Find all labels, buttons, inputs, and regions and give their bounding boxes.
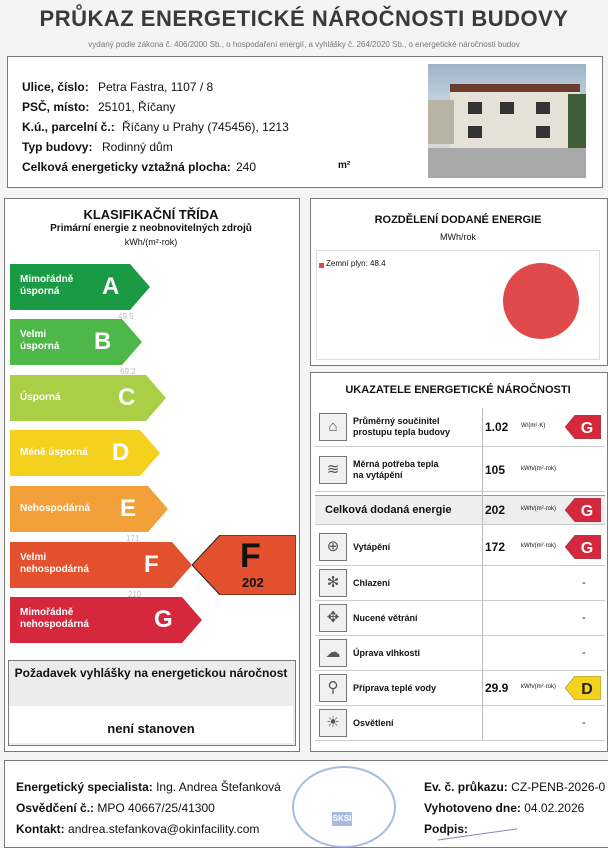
distribution-title: ROZDĚLENÍ DODANÉ ENERGIE (374, 214, 542, 226)
indicator-row (315, 671, 605, 706)
area-row (22, 160, 362, 174)
current-class-indicator (192, 535, 296, 600)
indicator-empty: - (582, 646, 586, 659)
distribution-unit: MWh/rok (440, 232, 476, 242)
indicator-empty: - (582, 716, 586, 729)
requirement-value: není stanoven (107, 721, 195, 736)
indicator-unit: kWh/(m²·rok) (521, 684, 556, 690)
ev-row (424, 780, 605, 794)
svg-text:G: G (580, 540, 594, 557)
class-label-g: Mimořádně nehospodárná (20, 607, 89, 630)
legend-swatch (319, 263, 324, 268)
class-threshold: 210 (128, 590, 142, 599)
sign-label: Podpis: (424, 822, 468, 836)
indicator-class-badge (565, 498, 601, 527)
indicator-class-badge (565, 415, 601, 444)
class-label-f: Velmi nehospodárná (20, 552, 89, 575)
indicator-label: Chlazení (353, 577, 391, 588)
street-label: Ulice, číslo: (22, 80, 89, 94)
indicator-label: Osvětlení (353, 717, 394, 728)
class-label-c: Úsporná (20, 392, 61, 403)
class-letter-b: B (94, 328, 112, 355)
area-unit: m² (338, 160, 351, 171)
area-value: 240 (236, 160, 257, 174)
indicator-row (315, 529, 605, 566)
class-letter-e: E (120, 495, 137, 522)
document-title: PRŮKAZ ENERGETICKÉ NÁROČNOSTI BUDOVY (39, 6, 569, 31)
indicator-unit: kWh/(m²·rok) (521, 466, 556, 472)
thermometer-icon: ⊕ (319, 533, 347, 561)
class-bar-a (10, 264, 150, 310)
class-label-a: Mimořádně úsporná (20, 274, 74, 297)
indicator-row (315, 566, 605, 601)
type-row (22, 140, 173, 154)
type-label: Typ budovy: (22, 140, 93, 154)
psc-value: 25101, Říčany (98, 100, 176, 114)
street-value: Petra Fastra, 1107 / 8 (98, 80, 214, 94)
street-row (22, 80, 214, 94)
building-photo (428, 64, 586, 178)
indicator-label: Nucené větrání (353, 612, 418, 623)
indicator-row (315, 636, 605, 671)
snowflake-icon: ✻ (319, 569, 347, 597)
indicator-empty: - (582, 576, 586, 589)
cert-value: MPO 40667/25/41300 (97, 801, 215, 815)
indicator-unit: W/(m²·K) (521, 423, 546, 429)
specialist-stamp: SKSI (292, 766, 396, 848)
class-letter-f: F (144, 551, 159, 578)
indicator-class-badge (565, 676, 601, 705)
area-label: Celková energeticky vztažná plocha: (22, 160, 231, 174)
specialist-value: Ing. Andrea Štefanková (156, 780, 281, 794)
indicator-class-badge (565, 535, 601, 564)
class-bar-d (10, 430, 160, 476)
class-label-d: Méně úsporná (20, 447, 88, 458)
bulb-icon: ☀ (319, 709, 347, 737)
indicator-column-divider (482, 408, 483, 740)
indicator-row (315, 408, 605, 447)
class-letter-d: D (112, 439, 130, 466)
ev-label: Ev. č. průkazu: (424, 780, 508, 794)
class-letter-g: G (154, 606, 173, 633)
ku-value: Říčany u Prahy (745456), 1213 (122, 120, 289, 134)
indicator-value: 172 (485, 540, 506, 554)
pie-slice-gas (503, 263, 579, 339)
current-class-value: 202 (242, 575, 264, 590)
indicator-label: Celková dodaná energie (325, 503, 452, 516)
indicator-value: 202 (485, 503, 506, 517)
indicator-label: Úprava vlhkosti (353, 647, 421, 658)
heat-icon: ≋ (319, 456, 347, 484)
indicator-row (315, 601, 605, 636)
sign-row (424, 822, 468, 836)
ku-label: K.ú., parcelní č.: (22, 120, 115, 134)
humidity-icon: ☁ (319, 639, 347, 667)
indicator-empty: - (582, 611, 586, 624)
class-bar-e (10, 486, 168, 532)
indicator-label: Průměrný součinitel prostupu tepla budovy (353, 416, 451, 437)
indicator-value: 105 (485, 463, 506, 477)
requirement-title: Požadavek vyhlášky na energetickou náročnost (14, 666, 288, 680)
cert-label: Osvědčení č.: (16, 801, 95, 815)
psc-row (22, 100, 176, 114)
indicator-unit: kWh/(m²·rok) (521, 506, 556, 512)
indicator-value: 29.9 (485, 681, 509, 695)
classification-subtitle: Primární energie z neobnovitelných zdrojů (50, 223, 252, 234)
tap-icon: ⚲ (319, 674, 347, 702)
class-label-b: Velmi úsporná (20, 329, 60, 352)
indicator-value: 1.02 (485, 420, 509, 434)
indicator-row (315, 706, 605, 741)
svg-text:D: D (581, 681, 593, 698)
contact-value: andrea.stefankova@okinfacility.com (68, 822, 260, 836)
indicators-title: UKAZATELE ENERGETICKÉ NÁROČNOSTI (345, 384, 571, 396)
issued-value: 04.02.2026 (524, 801, 585, 815)
class-letter-c: C (118, 384, 136, 411)
class-label-e: Nehospodárná (20, 503, 91, 514)
classification-unit: kWh/(m²·rok) (124, 237, 178, 247)
legend-label: Zemní plyn: 48.4 (326, 259, 386, 268)
svg-text:G: G (580, 503, 594, 520)
contact-label: Kontakt: (16, 822, 65, 836)
ku-row (22, 120, 289, 134)
issued-label: Vyhotoveno dne: (424, 801, 521, 815)
classification-title: KLASIFIKAČNÍ TŘÍDA (83, 207, 219, 222)
class-threshold: 171 (126, 534, 140, 543)
class-bar-f (10, 542, 192, 588)
fan-icon: ✥ (319, 604, 347, 632)
class-letter-a: A (102, 273, 120, 300)
contact-row (16, 822, 259, 836)
class-threshold: 69.2 (120, 367, 136, 376)
indicator-label: Měrná potřeba tepla na vytápění (353, 459, 439, 480)
type-value: Rodinný dům (102, 140, 173, 154)
svg-text:G: G (580, 420, 594, 437)
class-bar-b (10, 319, 142, 365)
psc-label: PSČ, místo: (22, 100, 90, 114)
indicator-unit: kWh/(m²·rok) (521, 543, 556, 549)
indicator-row (315, 449, 605, 492)
indicator-label: Vytápění (353, 541, 391, 552)
class-bar-g (10, 597, 202, 643)
indicator-row (315, 495, 605, 525)
ev-value: CZ-PENB-2026-0 (511, 780, 606, 794)
current-class-letter: F (240, 537, 261, 575)
issued-row (424, 801, 584, 815)
class-bar-c (10, 375, 166, 421)
house-icon: ⌂ (319, 413, 347, 441)
cert-row (16, 801, 215, 815)
specialist-row (16, 780, 281, 794)
specialist-label: Energetický specialista: (16, 780, 153, 794)
class-threshold: 49.5 (118, 312, 134, 321)
indicator-label: Příprava teplé vody (353, 682, 437, 693)
document-subtitle: vydaný podle zákona č. 406/2000 Sb., o hospodaření energií, a vyhlášky č. 264/2020 Sb., o energetické náročnosti budov (88, 40, 520, 49)
